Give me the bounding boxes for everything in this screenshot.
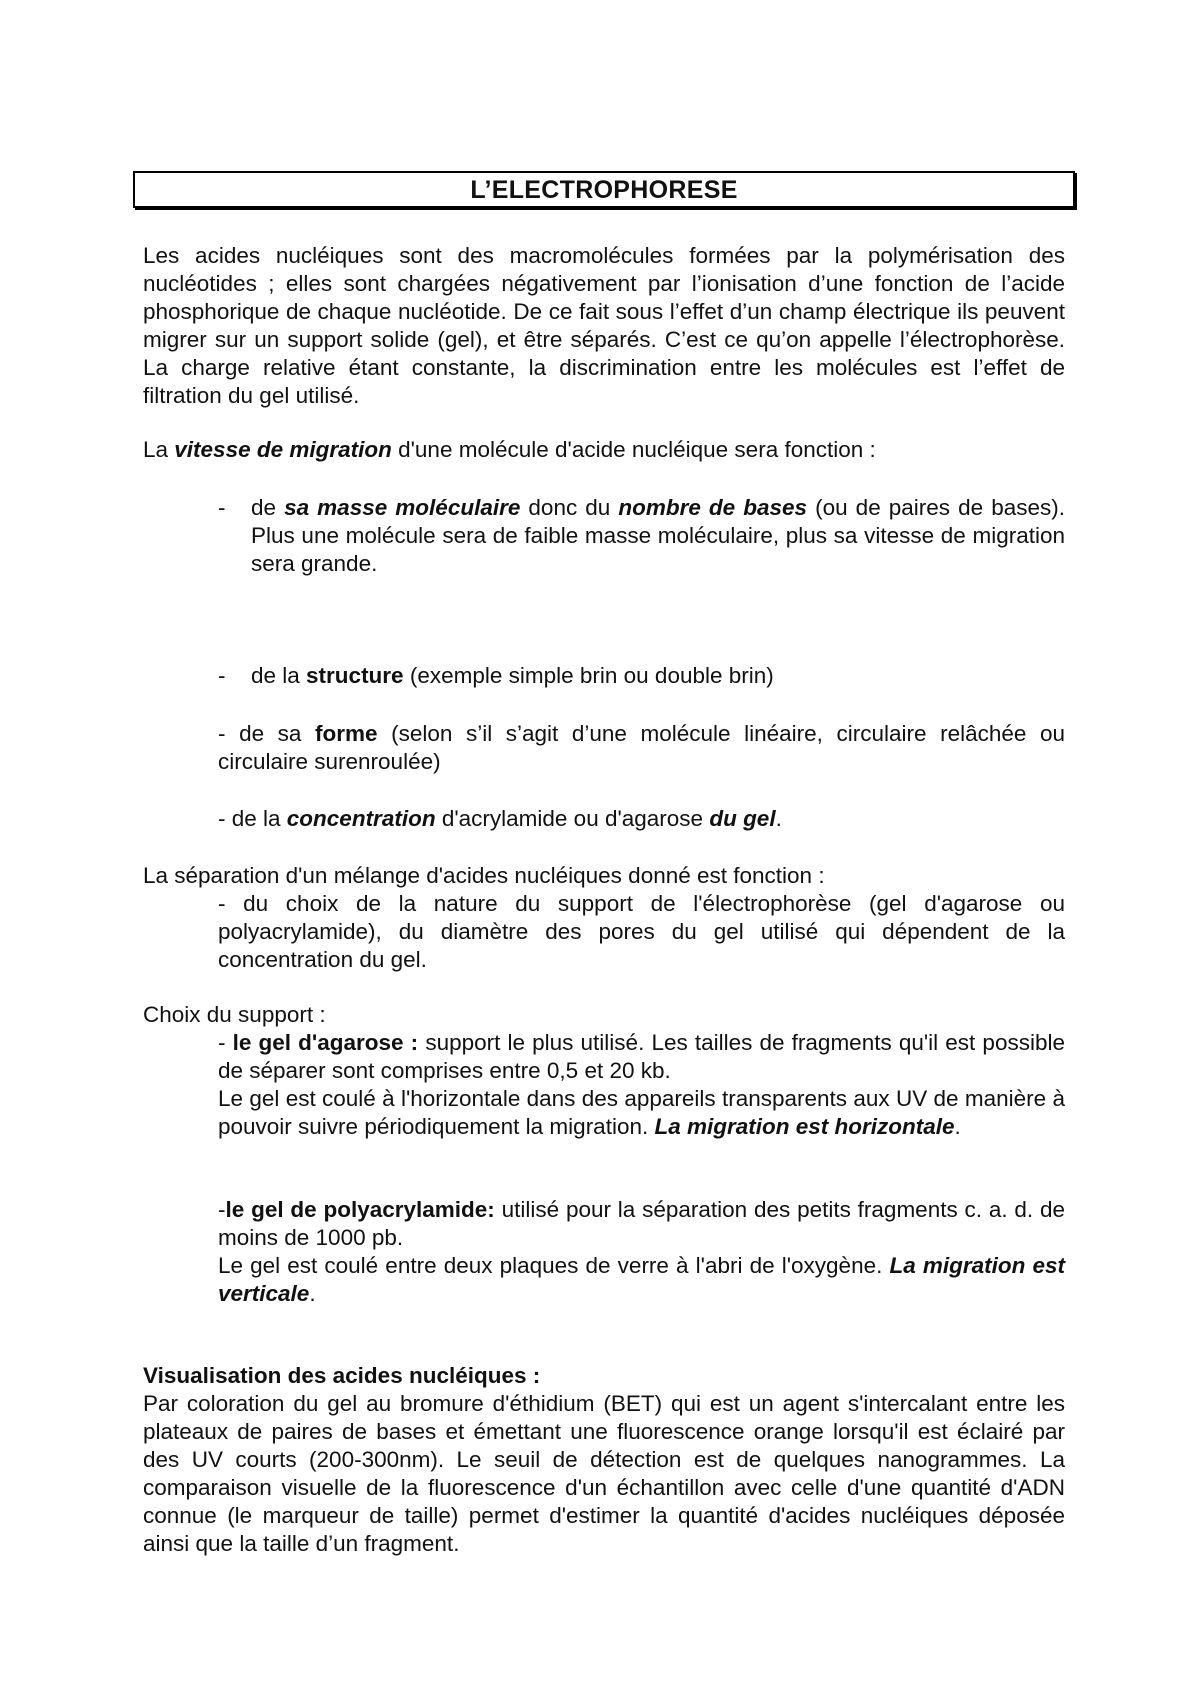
support-agarose (218, 1029, 1065, 1141)
forme-b1: forme (315, 721, 378, 746)
bullet-concentration (218, 805, 1065, 833)
agarose-pre: - (218, 1030, 233, 1055)
separation-heading: La séparation d'un mélange d'acides nucléiques donné est fonction : (143, 863, 825, 888)
polyacrylamide-line2 (218, 1252, 1065, 1308)
polyacrylamide-bold: le gel de polyacrylamide: (225, 1197, 495, 1222)
support-polyacrylamide (218, 1196, 1065, 1308)
support-heading: Choix du support : (143, 1002, 326, 1027)
agarose-line (218, 1029, 1065, 1085)
forme-t1: - de sa (218, 721, 316, 746)
agarose-end: . (954, 1114, 961, 1139)
bullet-dash: - (218, 663, 226, 688)
bullet-structure-text (251, 662, 1065, 690)
separation-item: - du choix de la nature du support de l'électrophorèse (gel d'agarose ou polyacrylamide), du diamètre des pores du gel utilisé qui dépendent de la concentration du gel. (218, 891, 1065, 972)
polyacrylamide-text: utilisé pour la séparation des petits fragments c. a. d. de moins de 1000 pb. (218, 1197, 1066, 1250)
structure-t2: (exemple simple brin ou double brin) (403, 663, 774, 688)
agarose-text: support le plus utilisé. Les tailles de fragments qu'il est possible de séparer sont comprises entre 0,5 et 20 kb. (218, 1030, 1065, 1083)
masse-b1: sa masse moléculaire (284, 495, 521, 520)
vitesse-term: vitesse de migration (174, 437, 392, 462)
agarose-emph: La migration est horizontale (654, 1114, 955, 1139)
structure-b1: structure (306, 663, 404, 688)
page-title (133, 171, 1075, 208)
visualisation-heading: Visualisation des acides nucléiques : (143, 1363, 541, 1388)
forme-t2: (selon s’il s’agit d’une molécule linéaire, circulaire relâchée ou circulaire surenroulée) (218, 721, 1065, 774)
bullet-forme (218, 720, 1065, 776)
masse-t3: (ou de paires de bases). Plus une molécule sera de faible masse moléculaire, plus sa vitesse de migration sera grande. (251, 495, 1065, 576)
title-text: L’ELECTROPHORESE (470, 175, 738, 204)
agarose-text2: Le gel est coulé à l'horizontale dans des appareils transparents aux UV de manière à pouvoir suivre périodiquement la migration. (218, 1086, 1065, 1139)
polyacrylamide-line (218, 1196, 1065, 1252)
bullet-masse-text (251, 494, 1065, 578)
bullet-dash: - (218, 495, 226, 520)
concentration-t3: . (775, 806, 782, 831)
visualisation-paragraph: Par coloration du gel au bromure d'éthidium (BET) qui est un agent s'intercalant entre les plateaux de paires de bases et émettant une fluorescence orange lorsqu'il est éclairé par des UV courts (200-300nm). Le seuil de détection est de quelques nanogrammes. La comparaison visuelle de la fluorescence d'un échantillon avec celle d'une quantité d'ADN connue (le marqueur de taille) permet d'estimer la quantité d'acides nucléiques déposée ainsi que la taille d’un fragment. (143, 1391, 1065, 1556)
structure-t1: de la (251, 663, 307, 688)
bullet-structure (218, 662, 1065, 690)
intro-paragraph: Les acides nucléiques sont des macromolécules formées par la polymérisation des nucléotides ; elles sont chargées négativement par l’ionisation d’une fonction de l’acide phosphorique de chaque nucléotide. De ce fait sous l’effet d’un champ électrique ils peuvent migrer sur un support solide (gel), et être séparés. C’est ce qu’on appelle l’électrophorèse. La charge relative étant constante, la discrimination entre les molécules est l’effet de filtration du gel utilisé. (143, 243, 1065, 408)
masse-t2: donc du (520, 495, 619, 520)
polyacrylamide-end: . (309, 1281, 316, 1306)
polyacrylamide-text2: Le gel est coulé entre deux plaques de verre à l'abri de l'oxygène. (218, 1253, 890, 1278)
agarose-line2 (218, 1085, 1065, 1141)
vitesse-paragraph (143, 436, 1065, 464)
polyacrylamide-pre: - (218, 1197, 226, 1222)
agarose-bold: le gel d'agarose : (232, 1030, 419, 1055)
concentration-b2: du gel (709, 806, 776, 831)
masse-t1: de (251, 495, 285, 520)
bullet-masse (218, 494, 1065, 578)
polyacrylamide-emph: La migration est verticale (218, 1253, 1065, 1306)
vitesse-post: d'une molécule d'acide nucléique sera fonction : (391, 437, 876, 462)
concentration-t1: - de la (218, 806, 287, 831)
masse-b2: nombre de bases (618, 495, 808, 520)
concentration-t2: d'acrylamide ou d'agarose (435, 806, 710, 831)
concentration-b1: concentration (286, 806, 436, 831)
vitesse-pre: La (143, 437, 175, 462)
